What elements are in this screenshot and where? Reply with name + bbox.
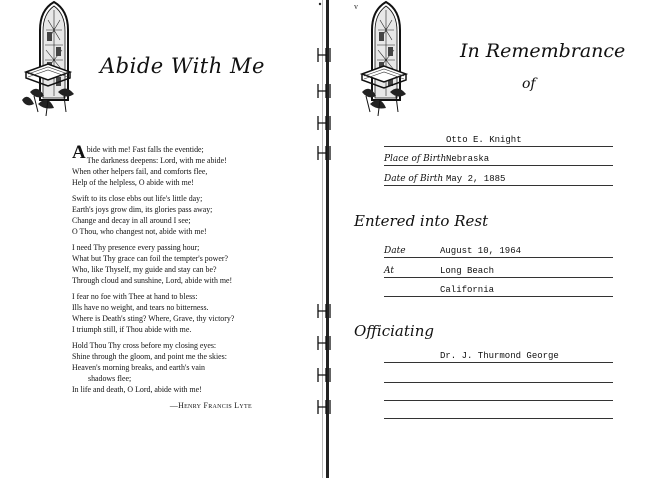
poem-line: Through cloud and sunshine, Lord, abide with me!	[72, 276, 233, 285]
poem-line: When other helpers fail, and comforts flee,	[72, 167, 208, 176]
poem-line: Swift to its close ebbs out life's little day;	[72, 194, 203, 203]
poem-stanza-2	[72, 193, 312, 237]
place-of-birth-field	[384, 151, 613, 166]
remembrance-of: of	[522, 76, 536, 92]
binding-mark	[318, 146, 330, 160]
poem-stanza-3	[72, 242, 312, 286]
poem-line: What but Thy grace can foil the tempter's power?	[72, 254, 228, 263]
poem-title: Abide With Me	[100, 54, 265, 78]
poem-line: Abide with me! Fast falls the eventide;	[72, 142, 204, 163]
poem-line: I need Thy presence every passing hour;	[72, 243, 200, 252]
binding-mark	[318, 400, 330, 414]
poem-line: I triumph still, if Thou abide with me.	[72, 325, 192, 334]
place-of-death-value: Long Beach	[440, 266, 495, 276]
poem-line: I fear no foe with Thee at hand to bless:	[72, 292, 198, 301]
date-of-birth-field	[384, 171, 613, 186]
drop-cap: A	[72, 142, 86, 163]
binding-mark	[318, 368, 330, 382]
binding-mark	[318, 116, 330, 130]
poem-body	[72, 144, 312, 411]
place-of-death-field-2	[384, 282, 613, 297]
blank-line	[384, 404, 613, 419]
date-of-death-value: August 10, 1964	[440, 246, 522, 256]
date-of-death-label: Date	[384, 246, 406, 256]
poem-line: Earth's joys grow dim, its glories pass away;	[72, 205, 213, 214]
binding-mark	[318, 304, 330, 318]
binding-mark	[318, 84, 330, 98]
poem-line: Who, like Thyself, my guide and stay can be?	[72, 265, 217, 274]
blank-line	[384, 386, 613, 401]
date-of-birth-value: May 2, 1885	[446, 174, 506, 184]
entered-into-rest-heading: Entered into Rest	[354, 212, 489, 230]
remembrance-title: In Remembrance	[460, 40, 626, 62]
poem-line: The darkness deepens: Lord, with me abide!	[86, 156, 227, 165]
place-of-death-label: At	[384, 266, 394, 276]
blank-line	[384, 368, 613, 383]
poem-line: Hold Thou Thy cross before my closing eyes:	[72, 341, 217, 350]
name-field	[384, 132, 613, 147]
poem-line: O Thou, who changest not, abide with me!	[72, 227, 207, 236]
poem-line: Change and decay in all around I see;	[72, 216, 191, 225]
date-of-death-field	[384, 243, 613, 258]
church-window-illustration-left	[18, 0, 90, 118]
poem-line: In life and death, O Lord, abide with me!	[72, 385, 202, 394]
place-of-birth-value: Nebraska	[446, 154, 490, 164]
place-of-death-value-2: California	[440, 285, 495, 295]
poem-line: shadows flee;	[88, 374, 132, 383]
poem-line: Shine through the gloom, and point me the skies:	[72, 352, 227, 361]
church-window-illustration-right	[348, 0, 420, 118]
officiant-field	[384, 348, 613, 363]
binding-mark	[318, 48, 330, 62]
poem-stanza-1	[72, 144, 312, 188]
name-value: Otto E. Knight	[446, 135, 522, 145]
top-mark: v	[354, 2, 358, 11]
poem-author: —Henry Francis Lyte	[169, 401, 252, 410]
poem-line: Where is Death's sting? Where, Grave, thy victory?	[72, 314, 235, 323]
poem-line: Ills have no weight, and tears no bitterness.	[72, 303, 209, 312]
officiant-value: Dr. J. Thurmond George	[440, 351, 559, 361]
poem-stanza-4	[72, 291, 312, 335]
binding-mark	[318, 336, 330, 350]
officiating-heading: Officiating	[354, 322, 434, 340]
poem-line: Help of the helpless, O abide with me!	[72, 178, 194, 187]
date-of-birth-label: Date of Birth	[384, 174, 444, 184]
poem-stanza-5	[72, 340, 312, 395]
place-of-death-field	[384, 263, 613, 278]
poem-line: Heaven's morning breaks, and earth's vain	[72, 363, 205, 372]
place-of-birth-label: Place of Birth	[384, 154, 447, 164]
